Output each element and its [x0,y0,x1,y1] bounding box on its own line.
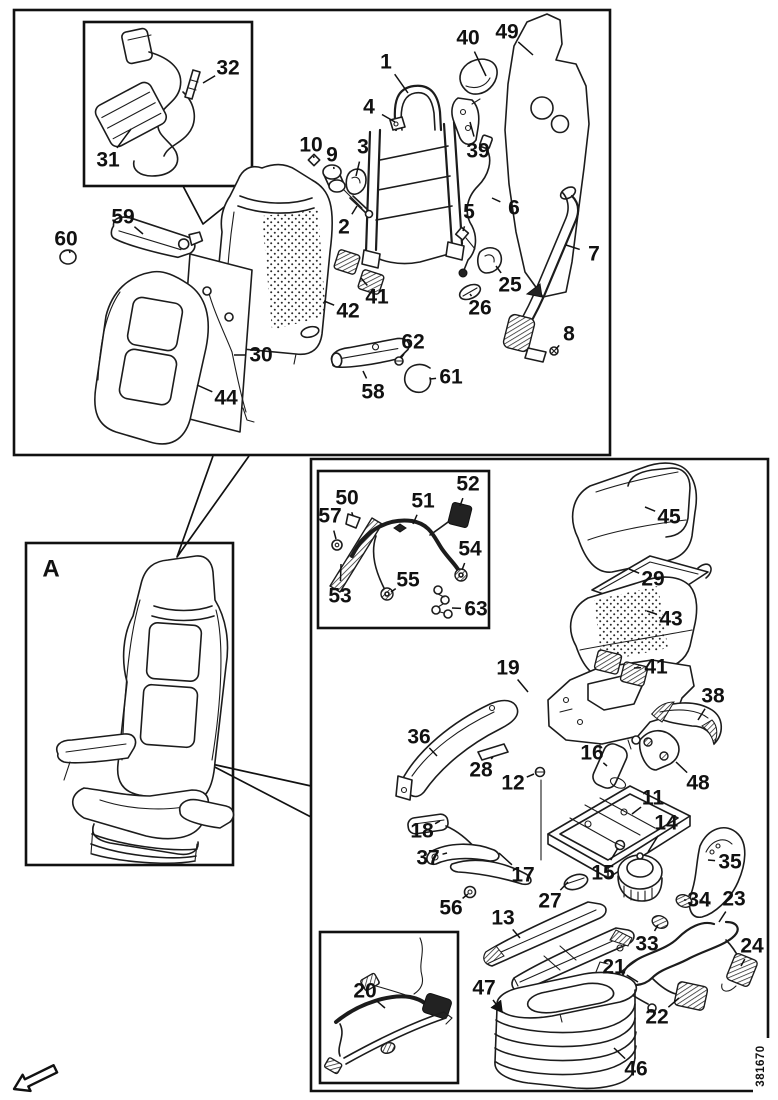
callout-55-31: 55 [396,568,420,592]
callout-63-33: 63 [464,597,488,621]
callout-25-17: 25 [498,273,522,297]
callout-3-7: 3 [357,135,369,159]
callout-6-14: 6 [508,196,520,220]
callout-4-1: 4 [363,95,375,119]
part-seat-back-frame-1 [362,86,464,268]
callout-57-27: 57 [318,504,342,528]
callout-15-50: 15 [591,861,615,885]
callout-9-6: 9 [326,143,338,167]
callout-19-37: 19 [496,656,520,680]
figure-code: 381670 [755,1045,767,1087]
leader-60-12 [69,251,70,253]
callout-28-41: 28 [469,758,493,782]
callout-50-26: 50 [335,486,359,510]
callout-13-54: 13 [491,906,515,930]
part-headrest-bolt-32 [185,70,200,99]
callout-52-29: 52 [456,472,480,496]
callout-23-56: 23 [722,887,746,911]
callout-41-19: 41 [365,285,389,309]
callout-2-8: 2 [338,215,350,239]
callout-61-24: 61 [439,365,463,389]
inset-label-a: A [42,555,60,583]
callout-58-23: 58 [361,380,385,404]
callout-22-62: 22 [645,1005,669,1029]
part-bracket-48 [640,731,679,770]
callout-32-9: 32 [216,56,240,80]
part-flap-61 [405,365,431,393]
leader-12-44 [527,774,534,777]
part-side-trim-panel-49 [505,14,589,297]
callout-26-18: 26 [468,296,492,320]
leader-57-27 [334,531,336,539]
callout-20-61: 20 [353,979,377,1003]
callout-35-51: 35 [718,850,742,874]
callout-45-34: 45 [657,505,681,529]
callout-29-35: 29 [641,567,665,591]
part-connector-22 [674,981,708,1011]
callout-49-3: 49 [495,20,519,44]
callout-43-36: 43 [659,607,683,631]
callout-21-59: 21 [602,955,626,979]
callout-8-16: 8 [563,322,575,346]
callout-37-48: 37 [416,846,440,870]
callout-60-12: 60 [54,227,78,251]
leader-20-61 [376,1001,385,1008]
assembled-seat-illustration [57,556,234,863]
part-screw-62 [395,357,403,365]
callout-12-44: 12 [501,771,525,795]
callout-36-40: 36 [407,725,431,749]
leader-4-1 [382,114,395,122]
callout-40-2: 40 [456,26,480,50]
callout-14-46: 14 [654,811,678,835]
part-side-shield-36 [396,701,518,800]
callout-7-15: 7 [588,242,600,266]
callout-46-63: 46 [624,1057,648,1081]
callout-34-55: 34 [687,888,711,912]
callout-33-57: 33 [635,932,659,956]
callout-24-58: 24 [740,934,764,958]
part-connector-24 [726,953,759,988]
leader-35-51 [708,860,715,861]
part-washer-60 [60,250,76,264]
callout-18-47: 18 [410,819,434,843]
callout-39-4: 39 [466,139,490,163]
part-back-cushion-44 [95,272,208,444]
callout-27-53: 27 [538,889,562,913]
callout-47-60: 47 [472,976,496,1000]
leader-6-14 [492,198,500,202]
part-sensor-63 [432,586,452,618]
part-bolster-pad-40 [460,59,497,94]
callout-44-22: 44 [214,386,238,410]
callout-17-49: 17 [511,863,535,887]
leader-53-32 [340,564,341,581]
callout-30-21: 30 [249,343,273,367]
orientation-arrow-icon [10,1061,59,1097]
callout-5-13: 5 [463,200,475,224]
part-seat-harness-20 [324,938,453,1074]
callout-31-10: 31 [96,148,120,172]
leader-2-8 [352,206,357,214]
callout-53-32: 53 [328,584,352,608]
callout-41-38: 41 [644,655,668,679]
callout-42-20: 42 [336,299,360,323]
part-bolt-15 [616,841,625,850]
callout-59-11: 59 [111,205,135,229]
callout-11-45: 11 [641,786,665,810]
leader-61-24 [430,378,436,379]
callout-48-43: 48 [686,771,710,795]
callout-16-42: 16 [580,741,604,765]
callout-38-39: 38 [701,684,725,708]
callout-56-52: 56 [439,896,463,920]
leader-23-56 [719,912,726,922]
part-guide-bracket-39 [452,98,480,144]
callout-1-0: 1 [380,50,392,74]
part-nut-33 [650,914,669,931]
callout-62-25: 62 [401,330,425,354]
callout-10-5: 10 [299,133,323,157]
callout-51-28: 51 [411,489,435,513]
part-round-actuator-14 [618,853,662,901]
part-clip-27 [562,872,589,893]
leader-58-23 [363,371,367,378]
part-bolt-12 [536,768,545,861]
leader-32-9 [203,76,215,83]
leader-19-37 [518,680,528,692]
callout-54-30: 54 [458,537,482,561]
